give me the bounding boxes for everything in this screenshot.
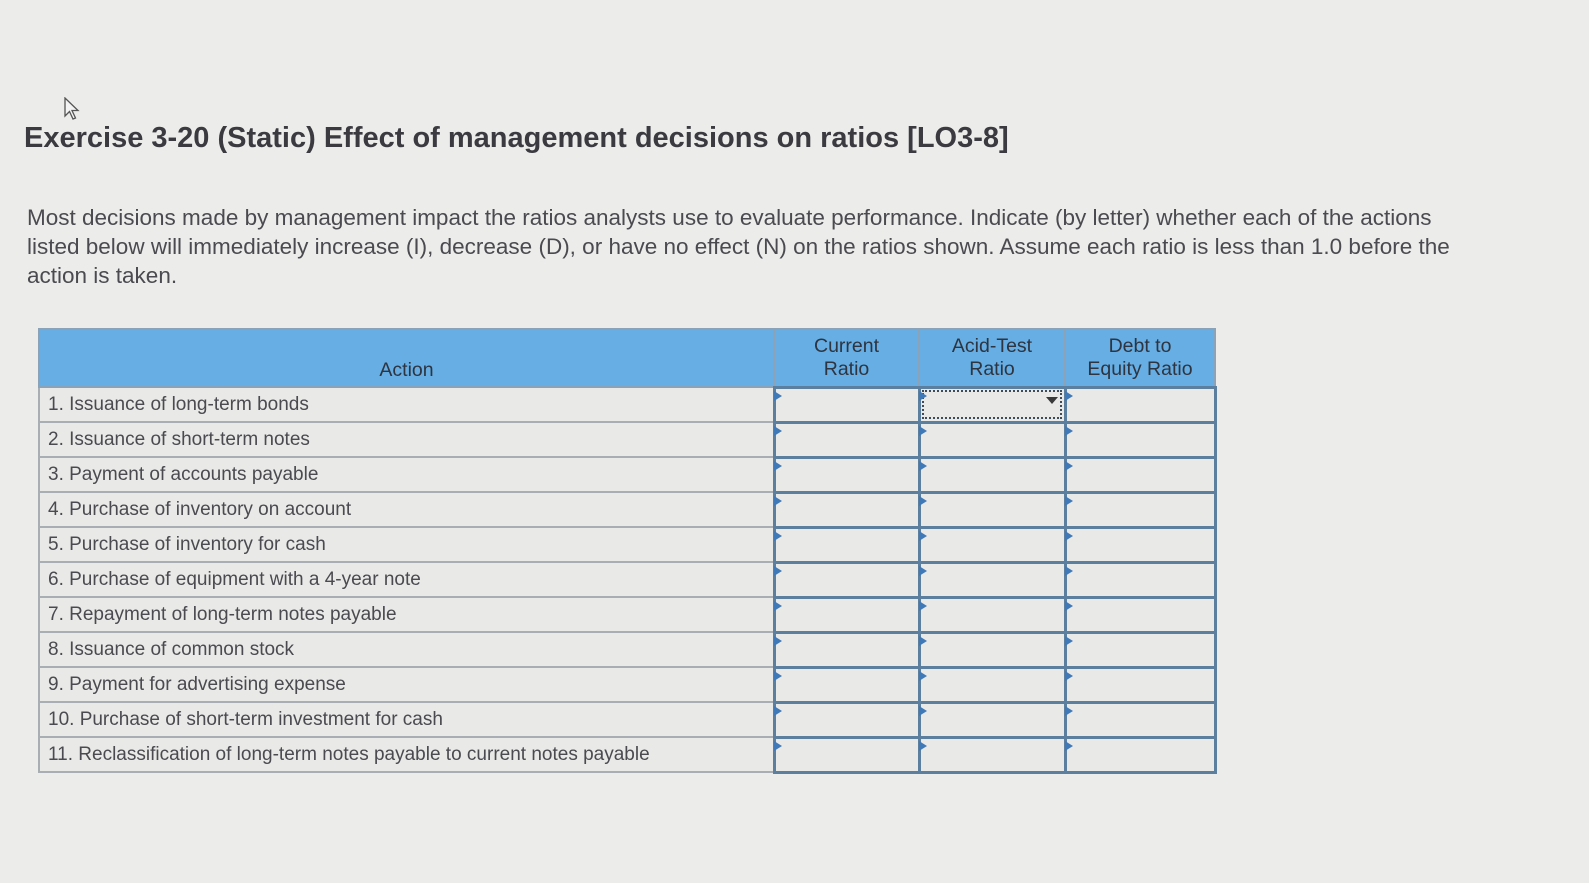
cell-marker-icon xyxy=(1065,601,1073,611)
acid-test-ratio-select[interactable] xyxy=(919,667,1065,702)
action-label: 2. Issuance of short-term notes xyxy=(39,422,774,457)
cell-marker-icon xyxy=(774,636,782,646)
table-row xyxy=(39,387,1215,422)
cell-marker-icon xyxy=(919,531,927,541)
dropdown-arrow-icon[interactable] xyxy=(1046,397,1058,404)
current-ratio-select[interactable] xyxy=(774,632,919,667)
mouse-pointer-icon xyxy=(63,97,81,121)
acid-test-ratio-column-header xyxy=(919,329,1065,387)
action-header-label: Action xyxy=(379,359,434,381)
current-ratio-column-header xyxy=(774,329,919,387)
debt-equity-header-line1: Debt to xyxy=(1108,334,1172,357)
current-ratio-select[interactable] xyxy=(774,387,919,422)
cell-marker-icon xyxy=(774,531,782,541)
debt-to-equity-ratio-select[interactable] xyxy=(1065,527,1215,562)
action-label: 7. Repayment of long-term notes payable xyxy=(39,597,774,632)
debt-to-equity-ratio-column-header xyxy=(1065,329,1215,387)
cell-marker-icon xyxy=(919,461,927,471)
acid-test-ratio-select[interactable] xyxy=(919,702,1065,737)
cell-marker-icon xyxy=(1065,741,1073,751)
current-ratio-select[interactable] xyxy=(774,737,919,772)
acid-test-ratio-select[interactable] xyxy=(919,737,1065,772)
cell-marker-icon xyxy=(919,601,927,611)
acid-test-ratio-select[interactable] xyxy=(919,387,1065,422)
acid-test-ratio-select[interactable] xyxy=(919,527,1065,562)
action-label: 6. Purchase of equipment with a 4-year note xyxy=(39,562,774,597)
cell-marker-icon xyxy=(774,741,782,751)
exercise-title: Exercise 3-20 (Static) Effect of management decisions on ratios [LO3-8] xyxy=(24,122,1009,154)
debt-to-equity-ratio-select[interactable] xyxy=(1065,667,1215,702)
cell-marker-icon xyxy=(1065,531,1073,541)
action-label: 10. Purchase of short-term investment for cash xyxy=(39,702,774,737)
action-label: 5. Purchase of inventory for cash xyxy=(39,527,774,562)
cell-marker-icon xyxy=(774,461,782,471)
action-label: 9. Payment for advertising expense xyxy=(39,667,774,702)
acid-test-ratio-select[interactable] xyxy=(919,632,1065,667)
cell-marker-icon xyxy=(1065,496,1073,506)
current-ratio-header-line2: Ratio xyxy=(823,357,870,380)
cell-marker-icon xyxy=(1065,426,1073,436)
current-ratio-select[interactable] xyxy=(774,527,919,562)
debt-to-equity-ratio-select[interactable] xyxy=(1065,632,1215,667)
debt-to-equity-ratio-select[interactable] xyxy=(1065,597,1215,632)
cell-marker-icon xyxy=(919,636,927,646)
debt-to-equity-ratio-select[interactable] xyxy=(1065,562,1215,597)
current-ratio-select[interactable] xyxy=(774,667,919,702)
current-ratio-select[interactable] xyxy=(774,492,919,527)
current-ratio-header-line1: Current xyxy=(813,334,880,357)
table-row xyxy=(39,422,1215,457)
table-row xyxy=(39,667,1215,702)
acid-test-ratio-select[interactable] xyxy=(919,597,1065,632)
action-label: 8. Issuance of common stock xyxy=(39,632,774,667)
table-row xyxy=(39,527,1215,562)
debt-to-equity-ratio-select[interactable] xyxy=(1065,457,1215,492)
table-row xyxy=(39,737,1215,772)
acid-test-ratio-select[interactable] xyxy=(919,492,1065,527)
cell-marker-icon xyxy=(774,706,782,716)
current-ratio-select[interactable] xyxy=(774,422,919,457)
cell-marker-icon xyxy=(1065,566,1073,576)
debt-to-equity-ratio-select[interactable] xyxy=(1065,422,1215,457)
table-row xyxy=(39,597,1215,632)
table-header-row xyxy=(39,329,1215,387)
current-ratio-select[interactable] xyxy=(774,702,919,737)
action-label: 11. Reclassification of long-term notes payable to current notes payable xyxy=(39,737,774,772)
cell-marker-icon xyxy=(774,391,782,401)
action-label: 4. Purchase of inventory on account xyxy=(39,492,774,527)
table-row xyxy=(39,492,1215,527)
action-label: 1. Issuance of long-term bonds xyxy=(39,387,774,422)
table-row xyxy=(39,632,1215,667)
table-row xyxy=(39,702,1215,737)
debt-equity-header-line2: Equity Ratio xyxy=(1087,357,1193,380)
debt-to-equity-ratio-select[interactable] xyxy=(1065,492,1215,527)
current-ratio-select[interactable] xyxy=(774,562,919,597)
action-column-header xyxy=(39,329,774,387)
cell-marker-icon xyxy=(774,496,782,506)
cell-marker-icon xyxy=(919,741,927,751)
table-row xyxy=(39,562,1215,597)
ratio-effects-table xyxy=(38,328,1217,774)
acid-test-header-line1: Acid-Test xyxy=(951,334,1033,357)
cell-marker-icon xyxy=(774,601,782,611)
debt-to-equity-ratio-select[interactable] xyxy=(1065,737,1215,772)
cell-marker-icon xyxy=(919,426,927,436)
cell-marker-icon xyxy=(774,566,782,576)
cell-marker-icon xyxy=(1065,461,1073,471)
debt-to-equity-ratio-select[interactable] xyxy=(1065,387,1215,422)
cell-marker-icon xyxy=(919,391,927,401)
cell-marker-icon xyxy=(1065,671,1073,681)
action-label: 3. Payment of accounts payable xyxy=(39,457,774,492)
cell-marker-icon xyxy=(1065,391,1073,401)
current-ratio-select[interactable] xyxy=(774,597,919,632)
current-ratio-select[interactable] xyxy=(774,457,919,492)
cell-marker-icon xyxy=(774,426,782,436)
cell-marker-icon xyxy=(1065,636,1073,646)
cell-marker-icon xyxy=(774,671,782,681)
acid-test-ratio-select[interactable] xyxy=(919,562,1065,597)
cell-marker-icon xyxy=(919,496,927,506)
acid-test-ratio-select[interactable] xyxy=(919,457,1065,492)
acid-test-header-line2: Ratio xyxy=(969,357,1015,380)
acid-test-ratio-select[interactable] xyxy=(919,422,1065,457)
cell-marker-icon xyxy=(919,566,927,576)
cell-marker-icon xyxy=(919,671,927,681)
cell-marker-icon xyxy=(919,706,927,716)
debt-to-equity-ratio-select[interactable] xyxy=(1065,702,1215,737)
table-row xyxy=(39,457,1215,492)
exercise-instructions: Most decisions made by management impact the ratios analysts use to evaluate performance. Indicate (by letter) whether each of the actions listed below will immediately increase (I), decrease (D), or have no effect (N) on the ratios shown. Assume each ratio is less than 1.0 before the action is taken. xyxy=(27,205,1450,288)
cell-marker-icon xyxy=(1065,706,1073,716)
